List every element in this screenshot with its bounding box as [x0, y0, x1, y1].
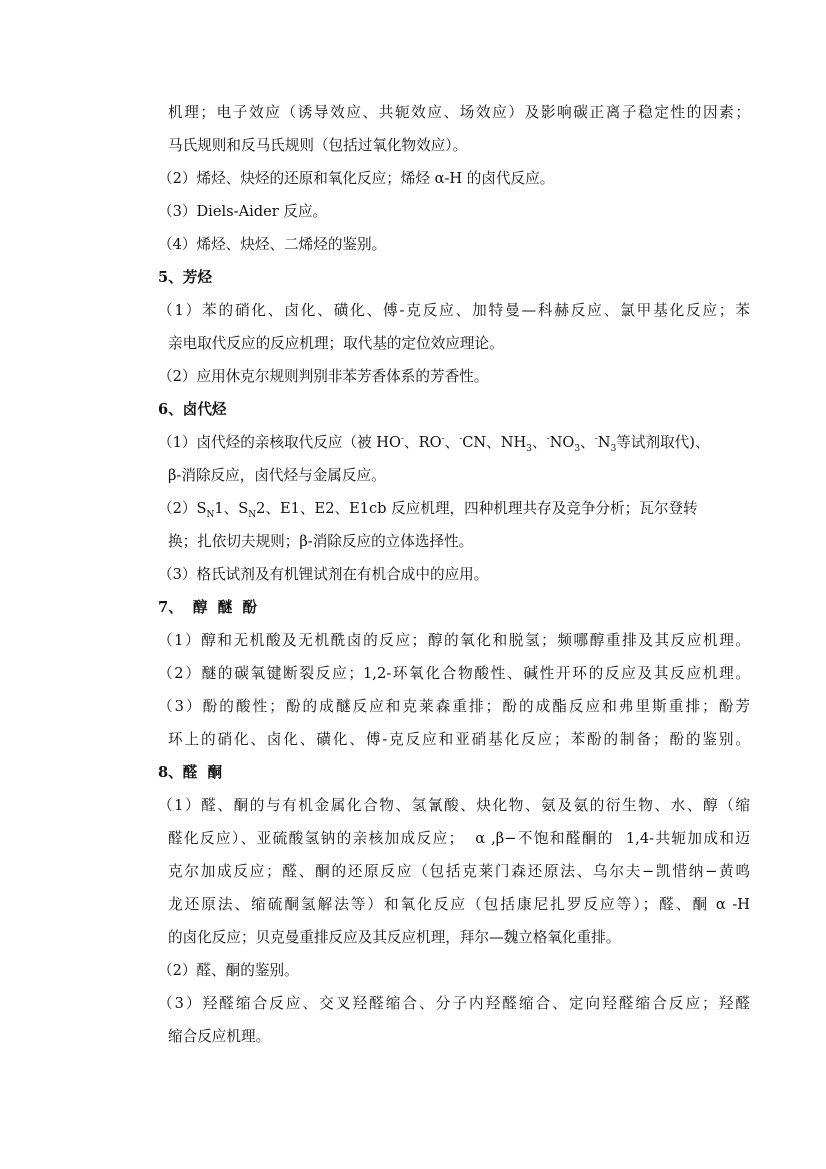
section-8-heading: 8、醛 酮 — [158, 764, 223, 781]
sec8-item-2: （2）醛、酮的鉴别。 — [158, 962, 299, 979]
sec4-item-3: （3）Diels-Aider 反应。 — [158, 203, 328, 220]
sec7-item-1: （1）醇和无机酸及无机酰卤的反应；醇的氧化和脱氢；频哪醇重排及其反应机理。 — [158, 632, 750, 649]
sec5-item-1-line-a: （1）苯的硝化、卤化、磺化、傅-克反应、加特曼—科赫反应、氯甲基化反应；苯 — [158, 302, 750, 319]
sec8-item-1-line-d: 龙还原法、缩硫酮氢解法等）和氧化反应（包括康尼扎罗反应等）；醛、酮 α -H — [168, 896, 750, 913]
intro-line-1: 机理；电子效应（诱导效应、共轭效应、场效应）及影响碳正离子稳定性的因素； — [168, 104, 750, 121]
sec6-item-2-line-a: $(2)S_N1$、$S_N2$、E1、E2、E1cb 反应机理，四种机理共存及竞争分析；瓦尔登转 — [158, 500, 698, 520]
intro-line-2: 马氏规则和反马氏规则（包括过氧化物效应）。 — [168, 137, 468, 154]
sec5-item-1-line-b: 亲电取代反应的反应机理；取代基的定位效应理论。 — [168, 335, 504, 352]
sec8-item-1-line-c: 克尔加成反应；醛、酮的还原反应（包括克莱门森还原法、乌尔夫−凯惜纳−黄鸣 — [168, 863, 750, 880]
sec6-item-1-line-b: β-消除反应，卤代烃与金属反应。 — [168, 467, 386, 484]
sec7-item-2: （2）醚的碳氧键断裂反应；1,2-环氧化合物酸性、碱性开环的反应及其反应机理。 — [158, 665, 750, 682]
sec8-item-3-line-a: （3）羟醛缩合反应、交叉羟醛缩合、分子内羟醛缩合、定向羟醛缩合反应；羟醛 — [158, 995, 750, 1012]
sec7-item-3-line-a: （3）酚的酸性；酚的成醚反应和克莱森重排；酚的成酯反应和弗里斯重排；酚芳 — [158, 698, 750, 715]
sec5-item-2: （2）应用休克尔规则判别非苯芳香体系的芳香性。 — [158, 368, 489, 385]
sec4-item-4: （4）烯烃、炔烃、二烯烃的鉴别。 — [158, 236, 387, 253]
sec4-item-2: （2）烯烃、炔烃的还原和氧化反应；烯烃 α-H 的卤代反应。 — [158, 170, 555, 187]
sec8-item-3-line-b: 缩合反应机理。 — [168, 1028, 271, 1045]
section-7-heading: 7、 醇 醚 酚 — [158, 599, 258, 616]
section-6-heading: 6、卤代烃 — [158, 401, 227, 418]
sec8-item-1-line-e: 的卤化反应；贝克曼重排反应及其反应机理，拜尔—魏立格氧化重排。 — [168, 929, 621, 946]
sec7-item-3-line-b: 环上的硝化、卤化、磺化、傅-克反应和亚硝基化反应；苯酚的制备；酚的鉴别。 — [168, 731, 750, 748]
section-5-heading: 5、芳烃 — [158, 269, 212, 286]
sec6-item-2-line-b: 换；扎依切夫规则；β-消除反应的立体选择性。 — [168, 533, 474, 550]
sec8-item-1-line-a: （1）醛、酮的与有机金属化合物、氢氰酸、炔化物、氨及氨的衍生物、水、醇（缩 — [158, 797, 750, 814]
sec8-item-1-line-b: 醛化反应）、亚硫酸氢钠的亲核加成反应； α ,β−不饱和醛酮的 1,4-共轭加成和迈 — [168, 830, 750, 847]
sec6-item-3: （3）格氏试剂及有机锂试剂在有机合成中的应用。 — [158, 566, 489, 583]
sec6-item-1-line-a: （1）卤代烃的亲核取代反应（被 HO-、RO-、-CN、$NH_3$、$^-NO_3$、$^-N_3$等试剂取代)、 — [158, 434, 710, 454]
